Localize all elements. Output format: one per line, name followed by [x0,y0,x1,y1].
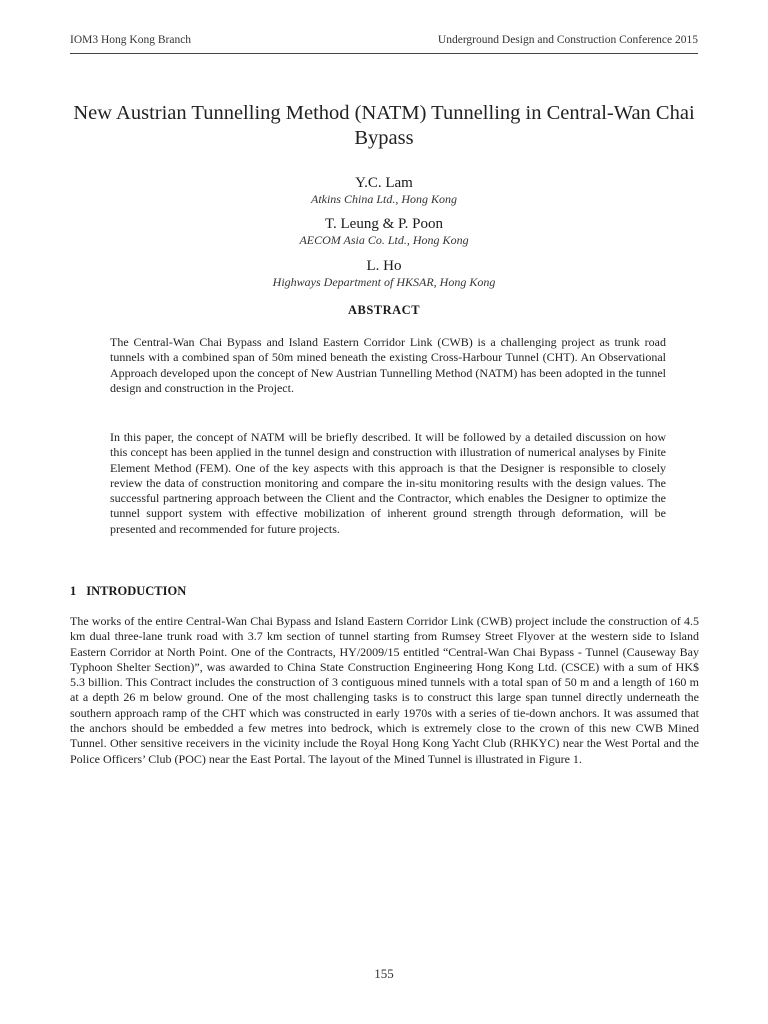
author-affiliation: Highways Department of HKSAR, Hong Kong [272,275,496,289]
section-title: INTRODUCTION [86,584,187,598]
header-right: Underground Design and Construction Conference 2015 [437,34,698,46]
running-header [70,34,698,54]
paper-title: New Austrian Tunnelling Method (NATM) Tunnelling in Central-Wan Chai Bypass [73,102,695,149]
abstract-heading: ABSTRACT [347,303,421,317]
author-block-3 [100,257,668,290]
introduction-paragraph: The works of the entire Central-Wan Chai Bypass and Island Eastern Corridor Link (CWB) project include the construction of 4.5 km dual three-lane trunk road with 3.7 km section of tunnel starting from Rumsey Street Flyover at the western side to Island Eastern Corridor at North Point. One of the Contracts, HY/2009/15 entitled “Central-Wan Chai Bypass - Tunnel (Causeway Bay Typhoon Shelter Section)”, was awarded to China State Construction Engineering Hong Kong Ltd. (CSCE) with a sum of HK$ 5.3 billion. This Contract includes the construction of 3 contiguous mined tunnels with a total span of 50 m and a length of 160 m at a depth 26 m below ground. One of the most challenging tasks is to construct this large span tunnel directly underneath the southern approach ramp of the CHT which was constructed in early 1970s with a series of tie-down anchors. It was assumed that the anchors should be embedded a few metres into bedrock, which is extremely close to the crown of this new CWB Mined Tunnel. Other sensitive receivers in the vicinity include the Royal Hong Kong Yacht Club (RHKYC) near the West Portal and the Police Officers’ Club (POC) near the East Portal. The layout of the Mined Tunnel is illustrated in Figure 1. [70,614,699,766]
section-heading [70,584,186,599]
abstract-paragraph-1: The Central-Wan Chai Bypass and Island Eastern Corridor Link (CWB) is a challenging project as trunk road tunnels with a combined span of 50m mined beneath the existing Cross-Harbour Tunnel (CHT). An Observational Approach developed upon the concept of New Austrian Tunnelling Method (NATM) has been adopted in the tunnel design and construction in the Project. [110,335,666,395]
header-left: IOM3 Hong Kong Branch [70,34,192,46]
author-name: L. Ho [366,258,402,274]
author-name: T. Leung & P. Poon [324,216,444,232]
abstract-paragraph-2: In this paper, the concept of NATM will be briefly described. It will be followed by a detailed discussion on how this concept has been applied in the tunnel design and construction with illustration of numerical analyses by Finite Element Method (FEM). One of the key aspects with this approach is that the Designer is responsible to closely review the data of construction monitoring and compare the in-situ monitoring results with the design values. The successful partnering approach between the Client and the Contractor, which enables the Designer to optimize the tunnel support system with effective mobilization of inherent ground strength through deformation, will be presented and recommended for future projects. [110,430,666,536]
author-affiliation: Atkins China Ltd., Hong Kong [310,192,457,206]
author-affiliation: AECOM Asia Co. Ltd., Hong Kong [299,233,469,247]
author-block-1 [100,174,668,207]
section-number: 1 [70,584,77,598]
author-name: Y.C. Lam [355,175,413,191]
page-number: 155 [374,966,394,981]
author-block-2 [100,215,668,248]
